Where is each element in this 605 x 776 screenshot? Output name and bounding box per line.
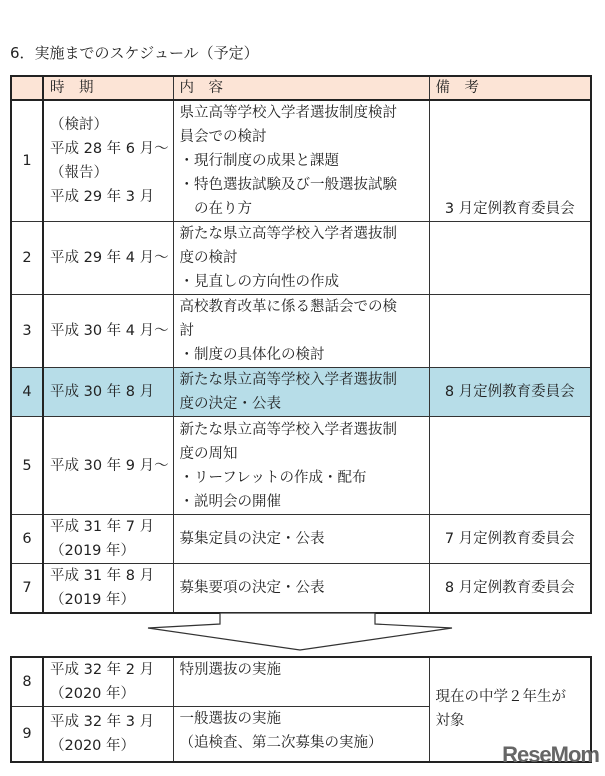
text-line: 平成 29 年 3 月 xyxy=(50,189,155,205)
text-line: （検討） xyxy=(50,117,108,133)
row-number: 7 xyxy=(11,564,43,614)
text-line: 度の決定・公表 xyxy=(179,396,281,412)
text-line: 募集要項の決定・公表 xyxy=(179,580,325,596)
content-cell xyxy=(173,100,429,222)
text-line: 平成 31 年 7 月 xyxy=(50,519,155,535)
text-line: 一般選抜の実施 xyxy=(179,711,281,727)
header-remarks: 備 考 xyxy=(429,76,591,100)
text-line: 平成 30 年 8 月 xyxy=(50,384,155,400)
table-header xyxy=(11,76,591,100)
period-cell xyxy=(43,222,173,295)
header-content: 内 容 xyxy=(173,76,429,100)
content-cell xyxy=(173,707,429,762)
table-row xyxy=(11,515,591,564)
table-row xyxy=(11,100,591,222)
text-line: 員会での検討 xyxy=(179,129,267,145)
header-period: 時 期 xyxy=(43,76,173,100)
content-cell xyxy=(173,417,429,515)
remarks-cell: 7 月定例教育委員会 xyxy=(429,515,591,564)
remarks-cell: 8 月定例教育委員会 xyxy=(429,564,591,614)
schedule-table xyxy=(10,75,592,614)
remarks-cell: 8 月定例教育委員会 xyxy=(429,368,591,417)
text-line: （報告） xyxy=(50,165,108,181)
row-number: 5 xyxy=(11,417,43,515)
row-number: 6 xyxy=(11,515,43,564)
text-line: 平成 28 年 6 月～ xyxy=(50,141,169,157)
text-line: ・見直しの方向性の作成 xyxy=(179,274,339,290)
text-line: 度の検討 xyxy=(179,250,238,266)
row-number: 2 xyxy=(11,222,43,295)
table-row xyxy=(11,368,591,417)
text-line: 県立高等学校入学者選抜制度検討 xyxy=(179,105,397,121)
remarks-cell xyxy=(429,222,591,295)
text-line: 平成 30 年 4 月～ xyxy=(50,323,169,339)
text-line: ・制度の具体化の検討 xyxy=(179,347,325,363)
text-line: 特別選抜の実施 xyxy=(179,662,281,678)
text-line: 対象 xyxy=(435,713,465,730)
table-row xyxy=(11,417,591,515)
text-line: 現在の中学２年生が xyxy=(435,689,566,706)
content-cell xyxy=(173,657,429,707)
row-number: 9 xyxy=(11,707,43,762)
remarks-cell xyxy=(429,295,591,368)
text-line: ・特色選抜試験及び一般選抜試験 xyxy=(179,177,397,193)
text-line: 新たな県立高等学校入学者選抜制 xyxy=(179,226,397,242)
text-line: 高校教育改革に係る懇話会での検 xyxy=(179,299,397,315)
text-line: 平成 32 年 3 月 xyxy=(50,713,155,730)
text-line: 新たな県立高等学校入学者選抜制 xyxy=(179,421,397,438)
period-cell xyxy=(43,295,173,368)
content-cell xyxy=(173,515,429,564)
text-line: （2020 年） xyxy=(50,737,136,754)
content-cell xyxy=(173,564,429,614)
section-title: 6．実施までのスケジュール（予定） xyxy=(10,44,259,62)
period-cell xyxy=(43,657,173,707)
text-line: 新たな県立高等学校入学者選抜制 xyxy=(179,372,397,388)
table-row xyxy=(11,295,591,368)
text-line: 平成 29 年 4 月～ xyxy=(50,250,169,266)
table-row xyxy=(11,564,591,614)
text-line: （2019 年） xyxy=(50,543,136,559)
text-line: 平成 32 年 2 月 xyxy=(50,662,155,678)
text-line: ・説明会の開催 xyxy=(179,493,281,510)
row-number: 3 xyxy=(11,295,43,368)
text-line: （2019 年） xyxy=(50,592,136,608)
text-line: 募集定員の決定・公表 xyxy=(179,531,325,547)
down-arrow xyxy=(0,608,605,652)
text-line: 度の周知 xyxy=(179,445,238,462)
table-row xyxy=(11,657,591,707)
row-number: 8 xyxy=(11,657,43,707)
period-cell xyxy=(43,100,173,222)
text-line: の在り方 xyxy=(179,201,252,217)
row-number: 4 xyxy=(11,368,43,417)
text-line: 討 xyxy=(179,323,194,339)
remarks-cell xyxy=(429,417,591,515)
period-cell xyxy=(43,368,173,417)
content-cell xyxy=(173,295,429,368)
period-cell xyxy=(43,564,173,614)
table-row xyxy=(11,222,591,295)
text-line: 平成 31 年 8 月 xyxy=(50,568,155,584)
period-cell xyxy=(43,515,173,564)
period-cell xyxy=(43,417,173,515)
row-number: 1 xyxy=(11,100,43,222)
remarks-cell: 3 月定例教育委員会 xyxy=(429,100,591,222)
content-cell xyxy=(173,368,429,417)
text-line: ・リーフレットの作成・配布 xyxy=(179,469,367,486)
resemom-logo: ReseMom xyxy=(502,742,599,767)
text-line: 平成 30 年 9 月～ xyxy=(50,457,169,474)
text-line: ・現行制度の成果と課題 xyxy=(179,153,339,169)
header-num xyxy=(11,76,43,100)
content-cell xyxy=(173,222,429,295)
text-line: （追検査、第二次募集の実施） xyxy=(179,735,383,751)
text-line: （2020 年） xyxy=(50,686,136,702)
period-cell xyxy=(43,707,173,762)
